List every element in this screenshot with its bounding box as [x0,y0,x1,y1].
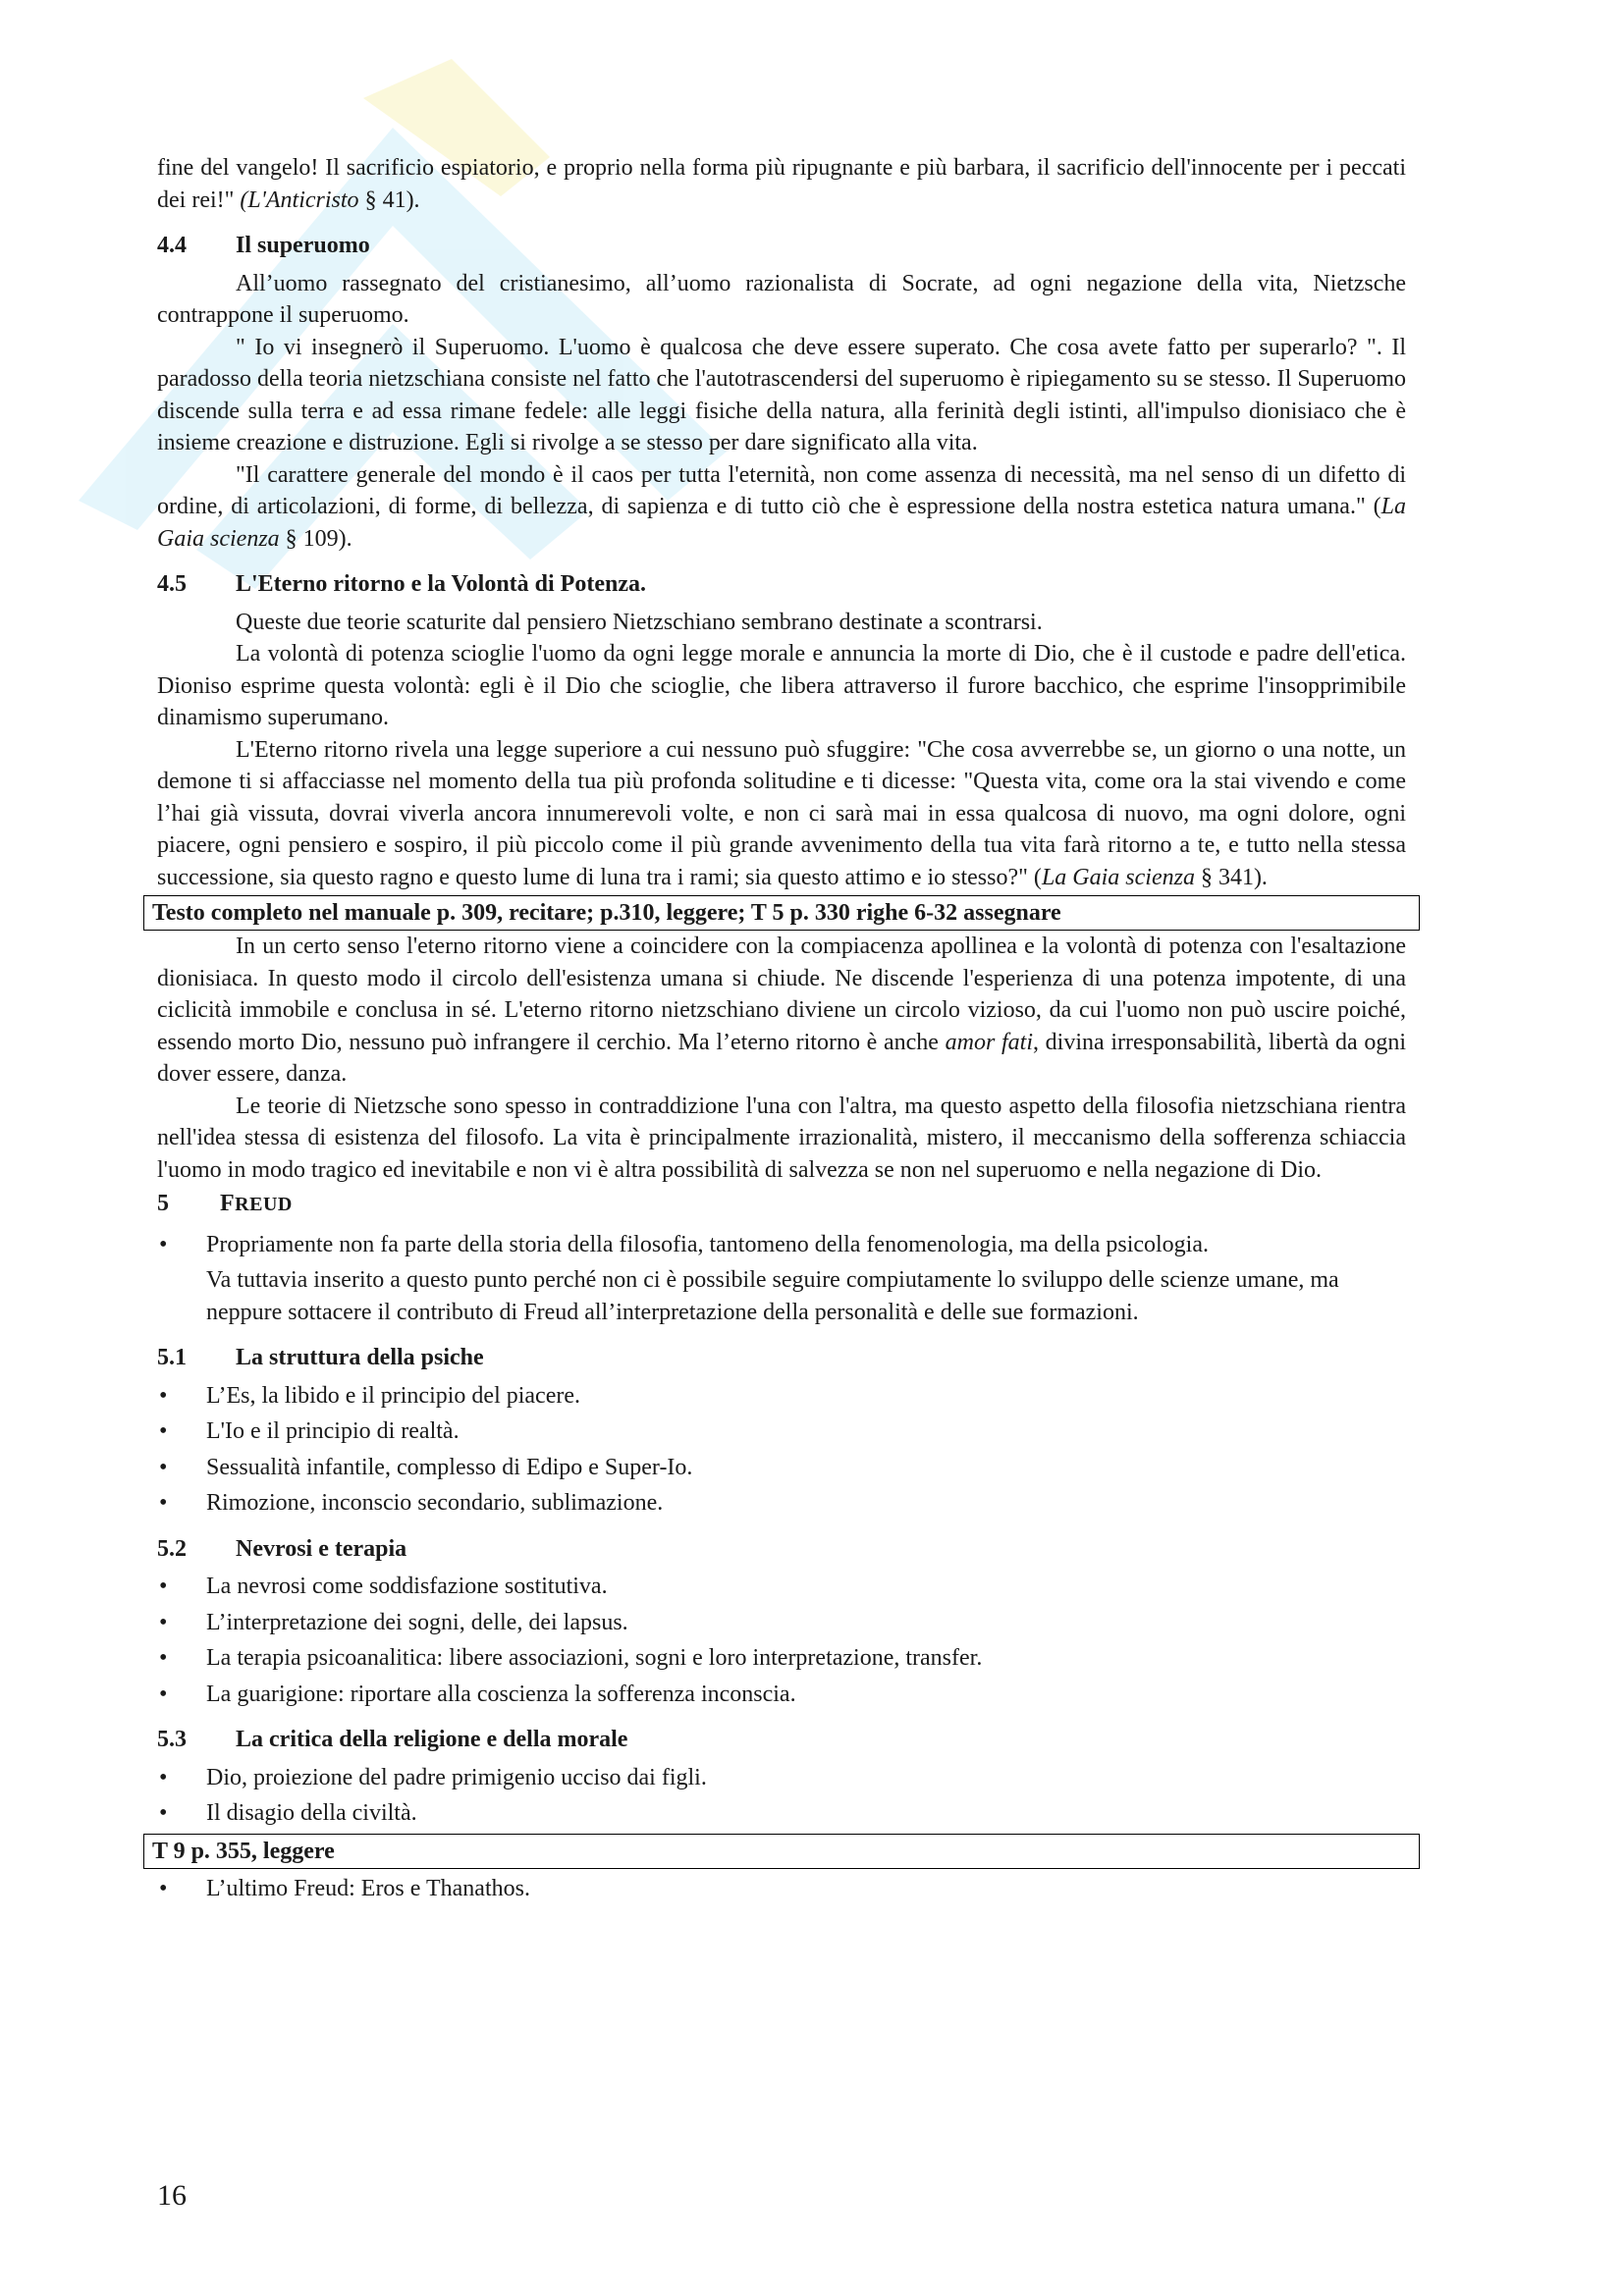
section-4-5-heading [157,568,1406,601]
document-body [152,152,1406,1908]
list-item: • L’interpretazione dei sogni, delle, dei lapsus. [157,1607,1406,1639]
section-title: Il superuomo [236,233,370,258]
list-item: • Rimozione, inconscio secondario, sublimazione. [157,1487,1406,1520]
assignment-box: T 9 p. 355, leggere [143,1834,1420,1869]
bullet-list [157,1762,1406,1830]
list-item: • Sessualità infantile, complesso di Edipo e Super-Io. [157,1452,1406,1484]
section-title: Nevrosi e terapia [236,1535,407,1562]
intro-paragraph: fine del vangelo! Il sacrificio espiatorio, e proprio nella forma più ripugnante e più barbara, il sacrificio dell'innocente per i peccati dei rei!" (L'Anticristo § 41). [157,155,1406,213]
chapter-title: FREUD [220,1191,293,1216]
section-number: 5.1 [157,1345,187,1370]
list-item: • La nevrosi come soddisfazione sostitutiva. [157,1571,1406,1603]
paragraph: In un certo senso l'eterno ritorno viene a coincidere con la compiacenza apollinea e la volontà di potenza con l'esaltazione dionisiaca. In questo modo il circolo dell'esistenza umana si chiude. Ne discende l'esperienza di una potenza impotente, di una ciclicità immobile e conclusa in sé. L'eterno ritorno nietzschiano diviene un circolo vizioso, da cui l'uomo non può uscire poiché, essendo morto Dio, nessuno può infrangere il cerchio. Ma l’eterno ritorno è anche amor fati, divina irresponsabilità, libertà da ogni dover essere, danza. [157,934,1406,1087]
bullet-list [157,1229,1406,1261]
section-4-4-heading [157,230,1406,262]
list-item: • L’ultimo Freud: Eros e Thanathos. [157,1873,1406,1905]
section-title: La struttura della psiche [236,1345,484,1370]
list-item: • La terapia psicoanalitica: libere associazioni, sogni e loro interpretazione, transfer. [157,1642,1406,1675]
section-5-3-heading [157,1724,1406,1756]
page-number: 16 [157,2179,187,2212]
paragraph: L'Eterno ritorno rivela una legge superiore a cui nessuno può sfuggire: "Che cosa avverrebbe se, un giorno o una notte, un demone ti si affacciasse nel momento della tua più profonda solitudine e ti dicesse: "Questa vita, come ora la stai vivendo e come l’hai già vissuta, dovrai viverla ancora innumerevoli volte, e non ci sarà mai in essa qualcosa di nuovo, ma ogni dolore, ogni piacere, ogni pensiero e sospiro, il più piccolo come il più grande avvenimento della tua vita farà ritorno a te, e tutto nella stessa successione, sia questo ragno e questo lume di luna tra i rami; sia questo attimo e io stesso?" (La Gaia scienza § 341). [157,736,1406,890]
bullet-list [157,1380,1406,1520]
section-5-1-heading [157,1342,1406,1374]
list-item: • L'Io e il principio di realtà. [157,1415,1406,1448]
section-title: L'Eterno ritorno e la Volontà di Potenza. [236,571,646,597]
paragraph: "Il carattere generale del mondo è il caos per tutta l'eternità, non come assenza di necessità, ma nel senso di un difetto di ordine, di articolazioni, di forme, di bellezza, di sapienza e di tutto ciò che è espressione della nostra estetica natura umana." (La Gaia scienza § 109). [157,461,1406,552]
paragraph: " Io vi insegnerò il Superuomo. L'uomo è qualcosa che deve essere superato. Che cosa avete fatto per superarlo? ". Il paradosso della teoria nietzschiana consiste nel fatto che l'autotrascendersi del superuomo è ripiegamento su se stesso. Il Superuomo discende sulla terra e ad essa rimane fedele: alle leggi fisiche della natura, alla ferinità degli istinti, all'impulso dionisiaco che è insieme creazione e distruzione. Egli si rivolge a se stesso per dare significato alla vita. [157,334,1406,455]
paragraph: Queste due teorie scaturite dal pensiero Nietzschiano sembrano destinate a scontrarsi. [236,609,1043,635]
chapter-number: 5 [157,1191,169,1216]
list-item: • Il disagio della civiltà. [157,1797,1406,1830]
section-number: 5.3 [157,1727,187,1752]
list-item: • La guarigione: riportare alla coscienza la sofferenza inconscia. [157,1679,1406,1711]
paragraph: All’uomo rassegnato del cristianesimo, all’uomo razionalista di Socrate, ad ogni negazione della vita, Nietzsche contrappone il superuomo. [157,270,1406,328]
paragraph: La volontà di potenza scioglie l'uomo da ogni legge morale e annuncia la morte di Dio, che è il custode e padre dell'etica. Dioniso esprime questa volontà: egli è il Dio che scioglie, che libera attraverso il furore bacchico, che esprime l'insopprimibile dinamismo superumano. [157,641,1406,730]
list-item: • Propriamente non fa parte della storia della filosofia, tantomeno della fenomenologia, ma della psicologia. [157,1229,1406,1261]
section-5-2-heading [157,1533,1406,1566]
bullet-list [157,1571,1406,1710]
section-number: 5.2 [157,1535,187,1562]
list-item: • Dio, proiezione del padre primigenio ucciso dai figli. [157,1762,1406,1794]
section-title: La critica della religione e della morale [236,1727,628,1752]
bullet-continuation: Va tuttavia inserito a questo punto perché non ci è possibile seguire compiutamente lo sviluppo delle scienze umane, ma neppure sottacere il contributo di Freud all’interpretazione della personalità e delle sue formazioni. [206,1267,1339,1325]
bullet-list [157,1873,1406,1905]
assignment-box: Testo completo nel manuale p. 309, recitare; p.310, leggere; T 5 p. 330 righe 6-32 assegnare [143,895,1420,931]
paragraph: Le teorie di Nietzsche sono spesso in contraddizione l'una con l'altra, ma questo aspetto della filosofia nietzschiana rientra nell'idea stessa di esistenza del filosofo. La vita è principalmente irrazionalità, mistero, il meccanismo della sofferenza schiaccia l'uomo in modo tragico ed inevitabile e non vi è altra possibilità di salvezza se non nel superuomo e nella negazione di Dio. [157,1093,1406,1183]
chapter-5-heading [157,1188,1406,1221]
list-item: • L’Es, la libido e il principio del piacere. [157,1380,1406,1413]
section-number: 4.5 [157,571,187,597]
section-number: 4.4 [157,233,187,258]
